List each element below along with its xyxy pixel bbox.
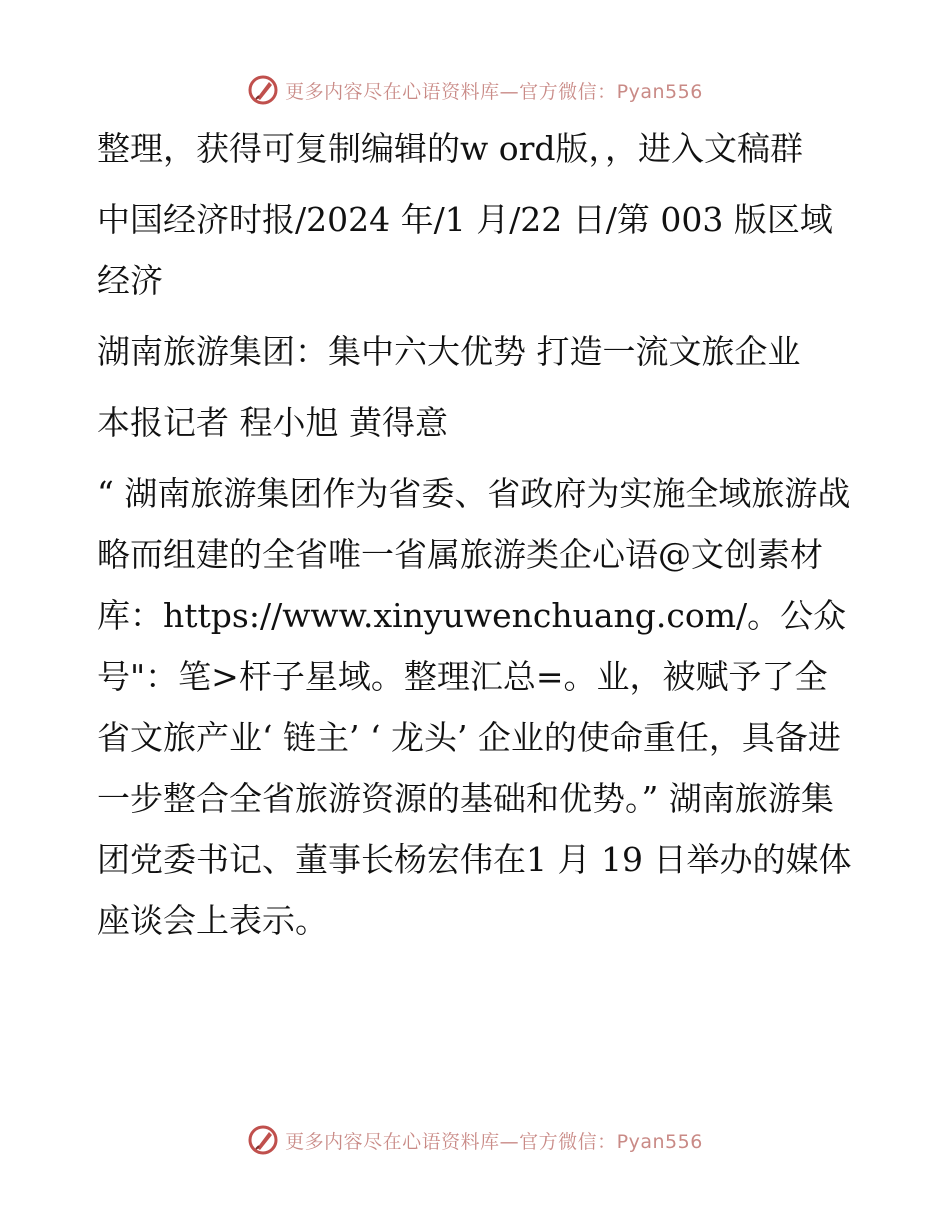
pen-logo-icon bbox=[247, 1124, 279, 1156]
article-byline: 本报记者 程小旭 黄得意 bbox=[97, 403, 448, 442]
article-title: 湖南旅游集团：集中六大优势 打造一流文旅企业 bbox=[97, 332, 801, 371]
footer-banner-text: 更多内容尽在心语资料库—官方微信：Pyan556 bbox=[285, 1130, 703, 1153]
header-banner-text: 更多内容尽在心语资料库—官方微信：Pyan556 bbox=[285, 80, 703, 103]
footer-banner bbox=[0, 1120, 950, 1160]
header-banner bbox=[0, 70, 950, 110]
paragraph-intro: 整理，获得可复制编辑的w ord版，，进入文稿群 bbox=[97, 129, 804, 168]
paragraph-lead: “ 湖南旅游集团作为省委、省政府为实施全域旅游战略而组建的全省唯一省属旅游类企心语@文创素材库：https://www.xinyuwenchuang.com/。公众号"：笔>杆子星域。整理汇总=。业，被赋予了全省文旅产业‘ 链主’ ‘ 龙头’ 企业的使命重任，具备进一步整合全省旅游资源的基础和优势。” 湖南旅游集团党委书记、董事长杨宏伟在1 月 19 日举办的媒体座谈会上表示。 bbox=[97, 474, 852, 940]
document-body bbox=[97, 118, 857, 961]
paragraph-source: 中国经济时报/2024 年/1 月/22 日/第 003 版区域经济 bbox=[97, 200, 833, 300]
pen-logo-icon bbox=[247, 74, 279, 106]
